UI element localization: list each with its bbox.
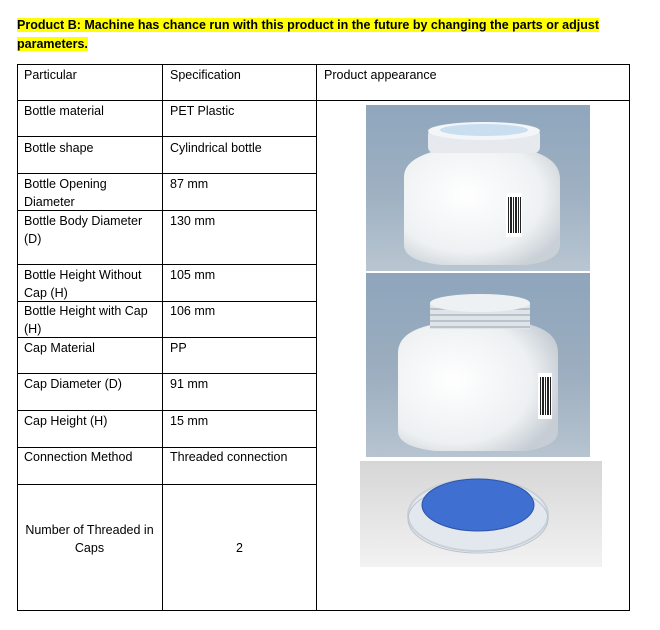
specification-cell: 87 mm [170,177,209,191]
specification-cell: 130 mm [170,214,216,228]
row-divider [17,447,317,448]
specification-cell: 91 mm [170,377,209,391]
bottle-with-cap-photo [366,105,590,271]
specification-cell: 15 mm [170,414,209,428]
document-heading: Product B: Machine has chance run with this product in the future by changing the parts or adjust parameters. [17,18,599,51]
particular-cell: Cap Height (H) [24,414,108,428]
row-divider [17,173,317,174]
particular-cell: Connection Method [24,450,133,464]
row-divider [17,373,317,374]
cap-photo [360,461,602,567]
header-particular: Particular [24,68,77,82]
specification-cell: 106 mm [170,304,216,318]
header-specification: Specification [170,68,241,82]
particular-cell: Bottle Body Diameter (D) [24,214,143,246]
specification-cell: PET Plastic [170,104,235,118]
row-divider [17,264,317,265]
particular-cell: Bottle Height Without Cap (H) [24,268,142,300]
row-divider [17,136,317,137]
row-divider [17,484,317,485]
particular-cell: Number of Threaded in Caps [25,523,154,555]
header-product-appearance: Product appearance [324,68,437,82]
particular-cell: Bottle Opening Diameter [24,177,107,209]
particular-cell: Cap Diameter (D) [24,377,122,391]
specification-cell: 105 mm [170,268,216,282]
header-divider [17,100,630,101]
specification-cell: 2 [236,541,243,555]
row-divider [17,410,317,411]
table-border-top [17,64,630,65]
particular-cell: Bottle shape [24,141,94,155]
specification-cell: PP [170,341,187,355]
particular-cell: Bottle material [24,104,104,118]
specification-cell: Threaded connection [170,450,288,464]
specification-cell: Cylindrical bottle [170,141,262,155]
bottle-without-cap-photo [366,273,590,457]
particular-cell: Cap Material [24,341,95,355]
table-border-bottom [17,610,630,611]
particular-cell: Bottle Height with Cap (H) [24,304,148,336]
table-border-right [629,64,630,611]
